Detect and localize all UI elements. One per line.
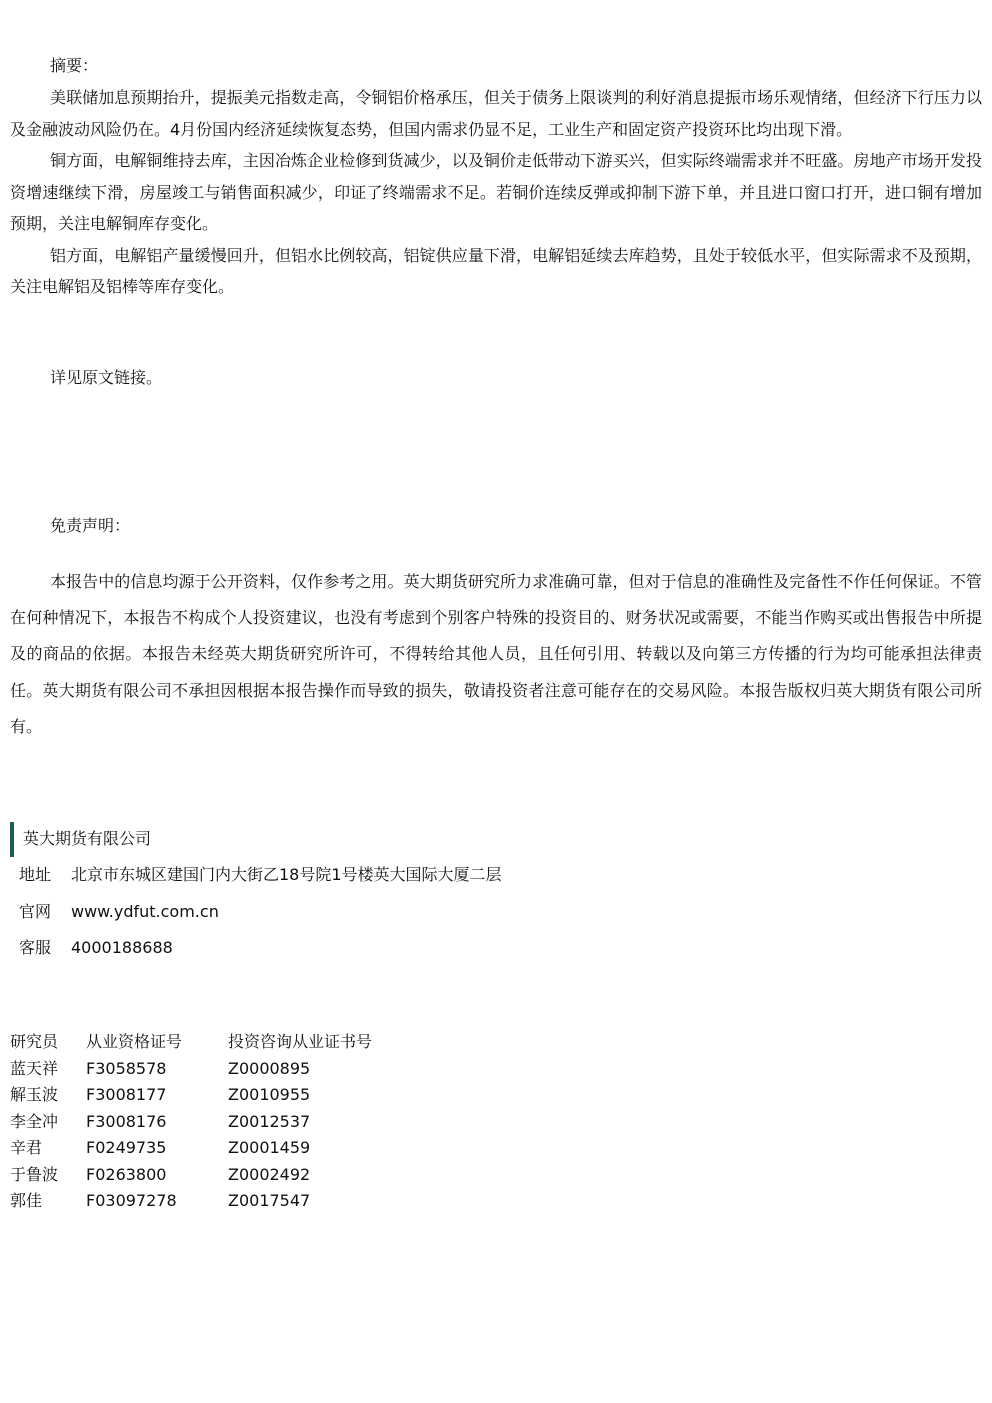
summary-label: 摘要： bbox=[50, 56, 99, 75]
company-name: 英大期货有限公司 bbox=[23, 829, 152, 848]
consulting-cert-no: Z0017547 bbox=[228, 1191, 311, 1210]
summary-paragraph-copper: 铜方面，电解铜维持去库，主因冶炼企业检修到货减少，以及铜价走低带动下游买兴，但实际终端需求并不旺盛。房地产市场开发投资增速继续下滑，房屋竣工与销售面积减少，印证了终端需求不足。若铜价连续反弹或抑制下游下单，并且进口窗口打开，进口铜有增加预期，关注电解铜库存变化。 bbox=[10, 151, 982, 233]
contact-website-row bbox=[19, 900, 219, 924]
qualification-no: F3008177 bbox=[86, 1085, 167, 1104]
header-consulting-cert-no: 投资咨询从业证书号 bbox=[228, 1032, 373, 1051]
header-analyst: 研究员 bbox=[10, 1032, 59, 1051]
summary-paragraph-macro: 美联储加息预期抬升，提振美元指数走高，令铜铝价格承压，但关于债务上限谈判的利好消息提振市场乐观情绪，但经济下行压力以及金融波动风险仍在。4月份国内经济延续恢复态势，但国内需求仍显不足，工业生产和固定资产投资环比均出现下滑。 bbox=[10, 88, 982, 139]
summary-section bbox=[10, 82, 982, 303]
analyst-row bbox=[10, 1162, 372, 1189]
qualification-no: F03097278 bbox=[86, 1191, 177, 1210]
analyst-row bbox=[10, 1082, 372, 1109]
consulting-cert-no: Z0012537 bbox=[228, 1111, 311, 1131]
qualification-no: F0249735 bbox=[86, 1138, 167, 1157]
analyst-name: 于鲁波 bbox=[10, 1164, 59, 1184]
service-phone: 4000188688 bbox=[71, 938, 173, 957]
qualification-no: F3008176 bbox=[86, 1111, 167, 1131]
qualification-no: F3058578 bbox=[86, 1058, 167, 1078]
analyst-row bbox=[10, 1188, 372, 1215]
consulting-cert-no: Z0001459 bbox=[228, 1138, 311, 1157]
analyst-name: 辛君 bbox=[10, 1138, 43, 1157]
analyst-name: 郭佳 bbox=[10, 1191, 43, 1210]
analyst-row bbox=[10, 1056, 372, 1083]
original-link-note[interactable]: 详见原文链接。 bbox=[50, 368, 163, 387]
consulting-cert-no: Z0002492 bbox=[228, 1164, 311, 1184]
consulting-cert-no: Z0010955 bbox=[228, 1085, 311, 1104]
service-label: 客服 bbox=[19, 938, 52, 957]
analyst-row bbox=[10, 1109, 372, 1136]
address-value: 北京市东城区建国门内大街乙18号院1号楼英大国际大厦二层 bbox=[71, 865, 502, 884]
analyst-row bbox=[10, 1135, 372, 1162]
contact-address-row bbox=[19, 863, 502, 887]
analyst-name: 解玉波 bbox=[10, 1085, 59, 1104]
consulting-cert-no: Z0000895 bbox=[228, 1058, 311, 1078]
website-link[interactable]: www.ydfut.com.cn bbox=[71, 902, 219, 921]
analyst-name: 蓝天祥 bbox=[10, 1058, 59, 1078]
summary-paragraph-aluminum: 铝方面，电解铝产量缓慢回升，但铝水比例较高，铝锭供应量下滑，电解铝延续去库趋势，且处于较低水平，但实际需求不及预期，关注电解铝及铝棒等库存变化。 bbox=[10, 245, 982, 296]
header-qualification-no: 从业资格证号 bbox=[86, 1032, 183, 1051]
analyst-table-header bbox=[10, 1029, 372, 1056]
analyst-table bbox=[10, 1029, 372, 1215]
disclaimer-text: 本报告中的信息均源于公开资料，仅作参考之用。英大期货研究所力求准确可靠，但对于信息的准确性及完备性不作任何保证。不管在何种情况下，本报告不构成个人投资建议，也没有考虑到个别客户特殊的投资目的、财务状况或需要，不能当作购买或出售报告中所提及的商品的依据。本报告未经英大期货研究所许可，不得转给其他人员，且任何引用、转载以及向第三方传播的行为均可能承担法律责任。英大期货有限公司不承担因根据本报告操作而导致的损失，敬请投资者注意可能存在的交易风险。本报告版权归英大期货有限公司所有。 bbox=[10, 572, 982, 736]
disclaimer-label: 免责声明： bbox=[50, 516, 131, 535]
website-label: 官网 bbox=[19, 902, 52, 921]
address-label: 地址 bbox=[19, 865, 52, 884]
contact-service-row bbox=[19, 936, 173, 960]
analyst-name: 李全冲 bbox=[10, 1111, 59, 1131]
disclaimer-section bbox=[10, 564, 982, 745]
company-accent-bar bbox=[10, 822, 14, 857]
qualification-no: F0263800 bbox=[86, 1164, 167, 1184]
